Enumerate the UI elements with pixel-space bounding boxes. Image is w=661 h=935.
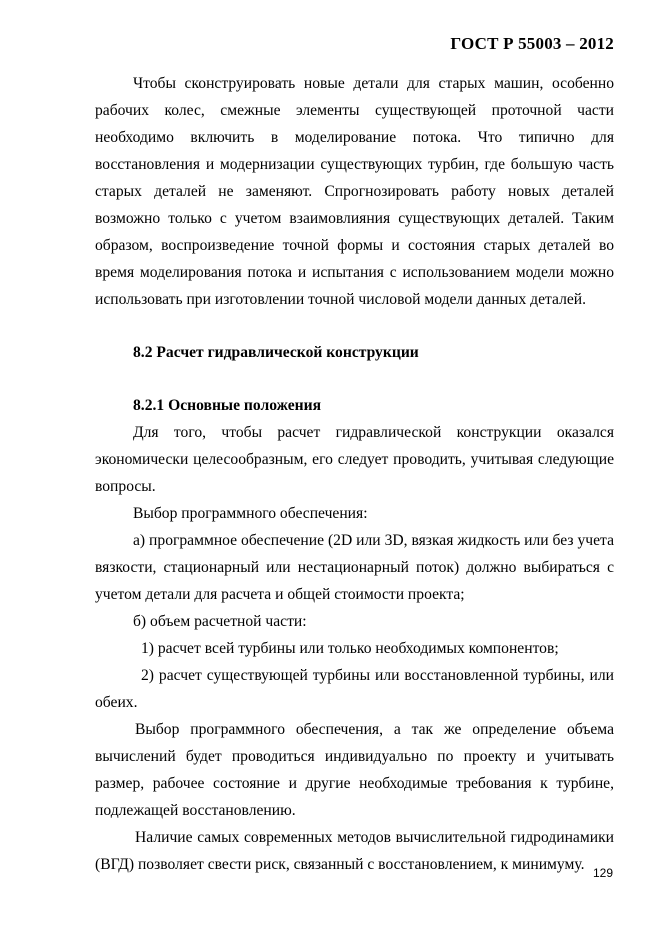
paragraph: Наличие самых современных методов вычислительной гидродинамики (ВГД) позволяет свести риск, связанный с восстановлением, к минимуму.: [95, 829, 614, 873]
list-item: а) программное обеспечение (2D или 3D, вязкая жидкость или без учета вязкости, стационарный или нестационарный поток) должно выбираться с учетом детали для расчета и общей стоимости проекта;: [95, 532, 614, 603]
page-body: [95, 70, 614, 878]
list-item: 1) расчет всей турбины или только необходимых компонентов;: [141, 640, 559, 657]
section-heading: 8.2 Расчет гидравлической конструкции: [133, 344, 419, 361]
document-header: ГОСТ Р 55003 – 2012: [450, 34, 614, 53]
paragraph: Выбор программного обеспечения:: [133, 505, 368, 522]
subsection-heading: 8.2.1 Основные положения: [133, 397, 322, 414]
list-item: 2) расчет существующей турбины или восстановленной турбины, или обеих.: [95, 667, 614, 711]
paragraph: Для того, чтобы расчет гидравлической конструкции оказался экономически целесообразным, его следует проводить, учитывая следующие вопросы.: [95, 424, 614, 495]
paragraph: Чтобы сконструировать новые детали для старых машин, особенно рабочих колес, смежные элементы существующей проточной части необходимо включить в моделирование потока. Что типично для восстановления и модернизации существующих турбин, где большую часть старых деталей не заменяют. Спрогнозировать работу новых деталей возможно только с учетом взаимовлияния существующих деталей. Таким образом, воспроизведение точной формы и состояния старых деталей во время моделирования потока и испытания с использованием модели можно использовать при изготовлении точной числовой модели данных деталей.: [95, 75, 614, 308]
list-item: б) объем расчетной части:: [133, 613, 307, 630]
page-number: 129: [592, 866, 613, 880]
paragraph: Выбор программного обеспечения, а так же определение объема вычислений будет проводиться индивидуально по проекту и учитывать размер, рабочее состояние и другие необходимые требования к турбине, подлежащей восстановлению.: [95, 721, 614, 819]
